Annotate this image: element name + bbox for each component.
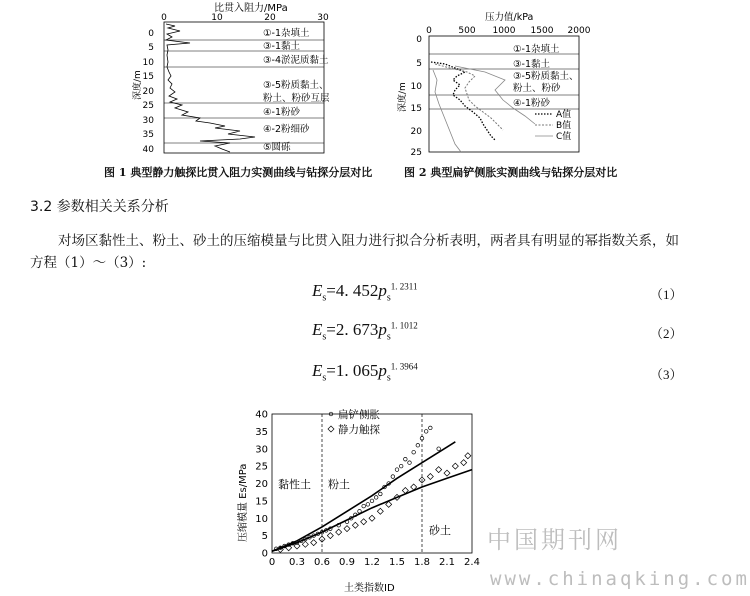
fig3-fit-line xyxy=(272,442,455,551)
fig3-y-tick: 5 xyxy=(261,531,268,543)
fig3-point-dmt xyxy=(391,475,395,479)
fig2-legend-a: A值 xyxy=(556,110,572,120)
eq2-var: p xyxy=(378,320,387,339)
fig3-point-cpt xyxy=(327,533,333,539)
fig3-point-dmt xyxy=(370,499,374,503)
fig3-point-dmt xyxy=(395,468,399,472)
figure-1-caption: 图 1 典型静力触探比贯入阻力实测曲线与钻探分层对比 xyxy=(104,166,373,179)
fig3-y-tick: 30 xyxy=(255,444,268,456)
fig2-layer-label: ①-1杂填土 xyxy=(513,44,560,55)
eq3-exp: 1. 3964 xyxy=(390,361,418,372)
fig3-point-cpt xyxy=(436,467,442,473)
fig1-layer-label: ④-1粉砂 xyxy=(263,107,300,118)
fig2-x-tick: 500 xyxy=(458,26,476,36)
fig1-layer-label: ③-4淤泥质黏土 xyxy=(263,55,329,66)
fig3-point-cpt xyxy=(311,540,317,546)
fig2-legend-b: B值 xyxy=(556,121,572,131)
fig3-y-label: 压缩模量 Es/MPa xyxy=(238,463,249,542)
fig2-legend-c: C值 xyxy=(556,132,572,142)
fig1-resistance-curve xyxy=(166,24,255,152)
fig3-x-tick: 1.2 xyxy=(364,557,380,568)
eq3-var: p xyxy=(378,361,387,380)
eq2-lhs-sub: s xyxy=(322,331,327,343)
fig1-y-ticks xyxy=(143,29,155,155)
fig2-x-tick: 0 xyxy=(426,26,432,36)
fig3-point-dmt xyxy=(416,443,420,447)
fig3-y-tick: 40 xyxy=(255,409,268,421)
eq2-var-sub: s xyxy=(386,331,391,343)
fig1-y-tick: 0 xyxy=(148,29,154,39)
fig1-layer-label: ①-1杂填土 xyxy=(263,28,310,39)
fig2-layer-label: ③-5粉质黏土、 xyxy=(513,71,579,82)
fig1-y-tick: 5 xyxy=(148,43,154,53)
fig3-y-tick: 15 xyxy=(255,496,268,508)
fig3-x-tick: 0.3 xyxy=(289,557,305,568)
equation-1-number: （1） xyxy=(650,287,683,302)
figure-1-chart xyxy=(130,0,360,160)
watermark-url: www.chinaqking.com xyxy=(490,568,750,590)
eq1-exp: 1. 2311 xyxy=(390,281,418,292)
fig2-y-tick: 25 xyxy=(410,148,422,158)
fig3-point-dmt xyxy=(374,496,378,500)
fig3-point-cpt xyxy=(427,474,433,480)
fig3-point-dmt xyxy=(437,447,441,451)
fig3-point-dmt xyxy=(379,492,383,496)
fig3-point-dmt xyxy=(412,450,416,454)
fig3-point-cpt xyxy=(465,453,471,459)
fig2-y-ticks xyxy=(411,35,423,158)
fig3-point-dmt xyxy=(399,464,403,468)
fig2-y-tick: 10 xyxy=(410,82,422,92)
fig1-y-tick: 25 xyxy=(142,101,154,111)
fig3-x-tick: 1.8 xyxy=(414,557,430,568)
figure-2-caption: 图 2 典型扁铲侧胀实测曲线与钻探分层对比 xyxy=(404,166,618,179)
fig3-y-ticks xyxy=(255,410,268,560)
eq1-lhs: E xyxy=(312,281,323,300)
fig3-x-label: 土类指数ID xyxy=(344,583,395,594)
fig1-y-tick: 30 xyxy=(142,116,154,126)
eq3-lhs-sub: s xyxy=(322,372,327,384)
fig2-y-tick: 0 xyxy=(416,35,422,45)
fig2-layer-labels xyxy=(513,43,579,109)
fig2-layer-label: 粉土、粉砂 xyxy=(513,83,561,94)
fig1-x-tick: 0 xyxy=(161,13,167,23)
fig1-x-ticks xyxy=(161,13,329,23)
fig1-layer-label: ③-5粉质黏土、 xyxy=(263,80,329,91)
figure-2-chart xyxy=(395,0,610,160)
eq3-var-sub: s xyxy=(386,372,391,384)
fig3-legend xyxy=(328,408,380,436)
fig3-x-tick: 0 xyxy=(268,557,276,568)
fig1-x-tick: 10 xyxy=(211,13,223,23)
fig3-y-tick: 0 xyxy=(261,548,268,560)
fig3-x-tick: 1.5 xyxy=(389,557,405,568)
fig3-x-tick: 0.9 xyxy=(339,557,355,568)
fig3-y-tick: 25 xyxy=(255,461,268,473)
fig1-y-tick: 20 xyxy=(142,87,154,97)
eq2-lhs: E xyxy=(312,320,323,339)
fig1-y-tick: 40 xyxy=(142,145,154,155)
figure-3-scatter-chart xyxy=(232,402,494,596)
fig3-point-cpt xyxy=(369,515,375,521)
fig1-x-tick: 20 xyxy=(264,13,276,23)
watermark-cn: 中国期刊网 xyxy=(487,526,622,554)
fig2-curve-a xyxy=(431,62,495,140)
fig2-layer-label: ③-1黏土 xyxy=(513,59,550,70)
fig3-point-dmt xyxy=(424,430,428,434)
fig3-point-cpt xyxy=(352,522,358,528)
fig1-layer-label: ③-1黏土 xyxy=(263,41,300,52)
fig3-point-cpt xyxy=(377,508,383,514)
fig1-layer-label: 粉土、粉砂互层 xyxy=(263,93,330,104)
fig3-y-tick: 35 xyxy=(255,426,268,438)
fig3-point-dmt xyxy=(408,461,412,465)
fig2-x-tick: 2000 xyxy=(567,26,591,36)
fig3-point-dmt xyxy=(404,457,408,461)
fig3-point-cpt xyxy=(452,463,458,469)
fig3-x-tick: 2.1 xyxy=(439,557,455,568)
section-title: 3.2 参数相关关系分析 xyxy=(30,199,169,215)
fig1-layer-label: ⑤圆砾 xyxy=(263,142,291,153)
equation-2-number: （2） xyxy=(650,326,683,341)
eq3-lhs: E xyxy=(312,361,323,380)
fig1-y-tick: 10 xyxy=(142,58,154,68)
fig3-point-cpt xyxy=(344,526,350,532)
fig1-y-tick: 35 xyxy=(142,130,154,140)
eq2-coef: =2. 673 xyxy=(326,320,379,339)
fig2-x-ticks xyxy=(426,26,591,36)
fig2-y-tick: 5 xyxy=(416,59,422,69)
fig1-y-tick: 15 xyxy=(142,72,154,82)
fig1-layer-label: ④-2粉细砂 xyxy=(263,124,310,135)
fig3-point-dmt xyxy=(366,503,370,507)
eq3-coef: =1. 065 xyxy=(326,361,379,380)
fig3-y-tick: 20 xyxy=(255,479,268,490)
fig2-y-tick: 20 xyxy=(410,127,422,137)
equation-1 xyxy=(312,281,417,303)
body-paragraph xyxy=(30,230,690,274)
fig3-point-cpt xyxy=(361,519,367,525)
fig3-point-cpt xyxy=(302,541,308,547)
fig3-zone-clay: 黏性土 xyxy=(278,478,311,491)
fig2-y-tick: 15 xyxy=(410,104,422,114)
fig2-x-tick: 1000 xyxy=(492,26,516,36)
fig1-y-label: 深度/m xyxy=(133,70,143,100)
equation-3 xyxy=(312,361,418,383)
fig3-point-cpt xyxy=(461,460,467,466)
eq1-var-sub: s xyxy=(386,292,391,304)
fig3-point-dmt xyxy=(429,426,433,430)
fig3-legend-dmt: 扁铲侧胀 xyxy=(338,409,380,421)
fig3-point-dmt xyxy=(362,504,366,508)
fig3-x-tick: 0.6 xyxy=(314,557,330,568)
fig1-layer-labels xyxy=(263,27,330,153)
fig3-y-tick: 10 xyxy=(255,513,268,525)
fig1-x-tick: 30 xyxy=(317,13,329,23)
fig3-zone-silt: 粉土 xyxy=(328,478,350,491)
fig2-x-tick: 1500 xyxy=(530,26,554,36)
eq1-var: p xyxy=(378,281,387,300)
fig2-axis-title: 压力值/kPa xyxy=(485,12,534,23)
fig2-layer-label: ④-1粉砂 xyxy=(513,98,550,109)
fig3-x-tick: 2.4 xyxy=(464,557,480,568)
eq1-lhs-sub: s xyxy=(322,292,327,304)
equation-2 xyxy=(312,320,418,342)
fig3-point-cpt xyxy=(444,470,450,476)
fig2-y-label: 深度/m xyxy=(398,82,408,112)
eq1-coef: =4. 452 xyxy=(326,281,379,300)
fig1-axis-title: 比贯入阻力/MPa xyxy=(214,3,288,14)
fig3-x-ticks xyxy=(269,557,480,568)
fig3-zone-sand: 砂土 xyxy=(429,524,451,537)
fig2-legend xyxy=(535,108,571,142)
equation-3-number: （3） xyxy=(650,367,683,382)
fig3-point-cpt xyxy=(336,529,342,535)
eq2-exp: 1. 1012 xyxy=(390,320,418,331)
body-paragraph-text: 对场区黏性土、粉土、砂土的压缩模量与比贯入阻力进行拟合分析表明，两者具有明显的幂指数关系，如方程（1）～（3）: xyxy=(30,233,679,271)
fig3-legend-cpt: 静力触探 xyxy=(338,424,380,436)
